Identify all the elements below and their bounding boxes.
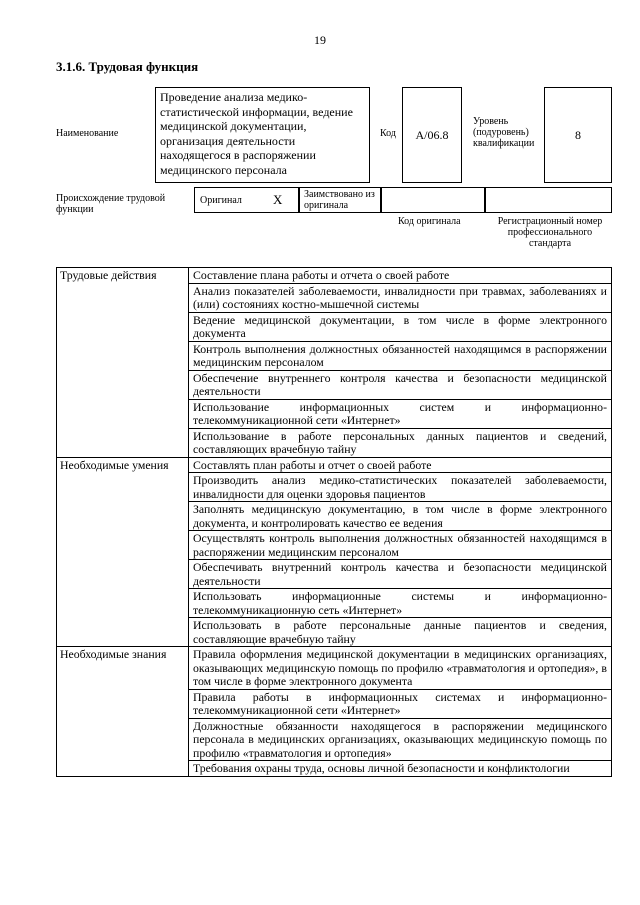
table-row [57, 457, 612, 473]
item-cell: Ведение медицинской документации, в том числе в форме электронного документа [189, 312, 612, 341]
item-cell: Заполнять медицинскую документацию, в том числе в форме электронного документа, и контролировать качество ее ведения [189, 502, 612, 531]
item-cell: Составлять план работы и отчет о своей работе [189, 457, 612, 473]
category-cell: Трудовые действия [57, 268, 189, 458]
origin-label: Происхождение трудовой функции [56, 193, 166, 215]
item-cell: Должностные обязанности находящегося в распоряжении медицинского персонала в медицинских организациях, оказывающих медицинскую помощь по профилю «травматология и ортопедия» [189, 718, 612, 761]
item-cell: Составление плана работы и отчета о своей работе [189, 268, 612, 284]
reg-number-cell [485, 187, 612, 213]
name-value: Проведение анализа медико-статистической информации, ведение медицинской документации, организация деятельности находящегося в распоряжении медицинского персонала [155, 87, 370, 183]
item-cell: Использовать в работе персональные данные пациентов и сведения, составляющие врачебную тайну [189, 618, 612, 647]
item-cell: Обеспечивать внутренний контроль качества и безопасности медицинской деятельности [189, 560, 612, 589]
original-cell [194, 187, 299, 213]
table-row [57, 647, 612, 690]
category-cell: Необходимые знания [57, 647, 189, 777]
borrowed-cell [299, 187, 381, 213]
item-cell: Обеспечение внутреннего контроля качества и безопасности медицинской деятельности [189, 370, 612, 399]
function-table [56, 267, 612, 777]
item-cell: Использование информационных систем и информационно-телекоммуникационной сети «Интернет» [189, 399, 612, 428]
origin-table [194, 187, 612, 213]
level-label: Уровень (подуровень) квалификации [473, 116, 535, 149]
item-cell: Правила работы в информационных системах и информационно-телекоммуникационной сети «Интернет» [189, 689, 612, 718]
section-title: 3.1.6. Трудовая функция [56, 59, 199, 74]
item-cell: Контроль выполнения должностных обязанностей находящимся в распоряжении медицинским персоналом [189, 341, 612, 370]
borrowed-label: Заимствовано из оригинала [304, 189, 375, 211]
code-label: Код [380, 128, 396, 139]
code-original-caption: Код оригинала [398, 216, 461, 227]
level-value: 8 [544, 87, 612, 183]
category-cell: Необходимые умения [57, 457, 189, 647]
item-cell: Анализ показателей заболеваемости, инвалидности при травмах, заболеваниях и (или) состояниях костно-мышечной системы [189, 283, 612, 312]
item-cell: Правила оформления медицинской документации в медицинских организациях, оказывающих медицинскую помощь по профилю «травматология и ортопедия», в том числе в форме электронного документа [189, 647, 612, 690]
page-number: 19 [314, 33, 326, 47]
item-cell: Требования охраны труда, основы личной безопасности и конфликтологии [189, 761, 612, 777]
item-cell: Использовать информационные системы и информационно-телекоммуникационную сеть «Интернет» [189, 589, 612, 618]
code-original-cell [381, 187, 485, 213]
item-cell: Производить анализ медико-статистических показателей заболеваемости, инвалидности для оценки здоровья пациентов [189, 473, 612, 502]
table-row [57, 268, 612, 284]
original-label: Оригинал [200, 194, 242, 206]
item-cell: Осуществлять контроль выполнения должностных обязанностей находящимся в распоряжении медицинским персоналом [189, 531, 612, 560]
item-cell: Использование в работе персональных данных пациентов и сведений, составляющих врачебную тайну [189, 428, 612, 457]
reg-number-caption: Регистрационный номер профессионального стандарта [497, 216, 603, 249]
original-mark: X [273, 192, 283, 207]
name-label: Наименование [56, 128, 119, 139]
code-value: А/06.8 [402, 87, 462, 183]
